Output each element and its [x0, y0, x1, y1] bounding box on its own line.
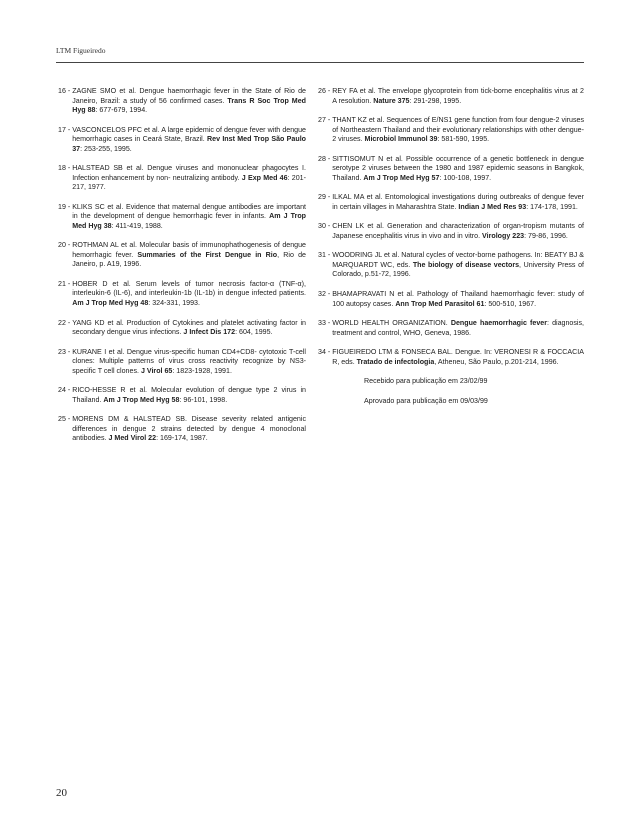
reference-text: HALSTEAD SB et al. Dengue viruses and mononuclear phagocytes I. Infection enhancement by non- neutralizing antibody.	[72, 164, 306, 182]
reference-pages: : 79-86, 1996.	[524, 231, 568, 240]
reference-source: The biology of disease vectors	[412, 260, 520, 269]
reference-text: SITTISOMUT N et al. Possible occurrence of a genetic bottleneck in dengue serotype 2 viruses between the 1980 and 1987 epidemic seasons in Bangkok, Thailand.	[332, 154, 584, 182]
reference-pages: , Rio de Janeiro, p. A19, 1996.	[72, 250, 306, 269]
reference-29	[318, 193, 584, 212]
reference-source: Nature 375	[373, 96, 410, 105]
reference-pages: : 201-217, 1977.	[72, 173, 306, 192]
reference-source: Rev Inst Med Trop São Paulo 37	[72, 135, 306, 153]
reference-pages: : 500-510, 1967.	[484, 299, 537, 308]
reference-source: Ann Trop Med Parasitol 61	[395, 299, 485, 308]
approved-date: Aprovado para publicação em 09/03/99	[364, 396, 488, 405]
reference-source: J Exp Med 46	[241, 173, 288, 182]
reference-pages: : diagnosis, treatment and control, WHO, Geneva, 1986.	[332, 319, 585, 337]
reference-text: RICO-HESSE R et al. Molecular evolution of dengue type 2 virus in Thailand.	[72, 386, 306, 404]
reference-pages: : 253-255, 1995.	[80, 144, 132, 153]
reference-source: Tratado de infectologia	[356, 357, 435, 366]
reference-text: WORLD HEALTH ORGANIZATION.	[332, 319, 451, 328]
reference-source: J Med Virol 22	[108, 434, 157, 443]
reference-text: HOBER D et al. Serum levels of tumor necrosis factor-α (TNF-α), interleukin-6 (IL-6), and interleukin-1b (IL-1b) in dengue infected patients.	[72, 279, 306, 298]
reference-source: Indian J Med Res 93	[458, 202, 527, 211]
reference-number: 23 -	[58, 347, 73, 356]
reference-23	[58, 348, 306, 377]
page-number: 20	[56, 787, 67, 799]
reference-number: 17 -	[58, 125, 73, 134]
reference-text: BHAMAPRAVATI N et al. Pathology of Thailand haemorrhagic fever: study of 100 autopsy cases.	[332, 290, 584, 308]
reference-text: KLIKS SC et al. Evidence that maternal dengue antibodies are important in the development of dengue hemorrhagic fever in infants.	[72, 202, 306, 221]
reference-30	[318, 222, 584, 241]
reference-number: 24 -	[58, 386, 73, 395]
reference-pages: : 324-331, 1993.	[148, 298, 200, 307]
reference-31	[318, 251, 584, 280]
reference-18	[58, 164, 306, 193]
reference-number: 27 -	[318, 116, 333, 125]
reference-28	[318, 155, 584, 184]
reference-source: J Virol 65	[140, 366, 173, 375]
reference-pages: : 677-679, 1994.	[95, 106, 148, 114]
reference-number: 28 -	[318, 154, 333, 163]
reference-text: FIGUEIREDO LTM & FONSECA BAL. Dengue. In: VERONESI R & FOCCACIA R, eds.	[332, 348, 584, 366]
reference-number: 19 -	[58, 202, 73, 211]
reference-25	[58, 415, 306, 444]
reference-number: 34 -	[318, 348, 333, 357]
reference-text: ROTHMAN AL et al. Molecular basis of immunophathogenesis of dengue hemorrhagic fever.	[72, 241, 306, 259]
reference-source: Am J Trop Med Hyg 48	[72, 298, 149, 307]
reference-pages: : 581-590, 1995.	[437, 135, 490, 144]
reference-number: 26 -	[318, 87, 333, 95]
reference-number: 25 -	[58, 415, 73, 424]
reference-number: 31 -	[318, 251, 333, 260]
reference-source: Trans R Soc Trop Med Hyg 88	[72, 96, 306, 114]
reference-source: Am J Trop Med Hyg 58	[103, 395, 180, 404]
references-right-column	[318, 87, 584, 416]
reference-16	[58, 87, 306, 116]
reference-pages: : 1823-1928, 1991.	[172, 366, 232, 375]
reference-text: WOODRING JL et al. Natural cycles of vector-borne pathogens. In: BEATY BJ & MARQUARDT WC, eds.	[332, 251, 584, 269]
reference-pages: : 291-298, 1995.	[409, 96, 462, 105]
reference-text: VASCONCELOS PFC et al. A large epidemic of dengue fever with dengue hemorrhagic cases in Ceará State, Brazil.	[72, 125, 306, 144]
reference-26	[318, 87, 584, 106]
reference-pages: : 174-178, 1991.	[526, 202, 578, 211]
reference-pages: : 100-108, 1997.	[439, 173, 492, 182]
reference-22	[58, 319, 306, 338]
reference-text: ILKAL MA et al. Entomological investigations during outbreaks of dengue fever in certain villages in Maharashtra State.	[332, 193, 584, 211]
running-header: LTM Figueiredo	[56, 46, 106, 55]
reference-24	[58, 386, 306, 405]
reference-text: ZAGNE SMO et al. Dengue haemorrhagic fever in the State of Rio de Janeiro, Brazil: a study of 56 confirmed cases.	[72, 87, 306, 105]
reference-source: Virology 223	[482, 231, 525, 240]
reference-34	[318, 348, 584, 367]
reference-number: 16 -	[58, 87, 73, 95]
reference-pages: : 169-174, 1987.	[156, 434, 208, 443]
reference-number: 18 -	[58, 164, 73, 173]
reference-number: 21 -	[58, 279, 73, 288]
reference-text: KURANE I et al. Dengue virus-specific human CD4+CD8- cytotoxic T-cell clones: Multiple patterns of virus cross reactivity recognize by NS3-specific T cell clones.	[72, 347, 306, 375]
reference-text: YANG KD et al. Production of Cytokines and platelet activating factor in secondary dengue virus infections.	[72, 318, 306, 337]
reference-pages: : 96-101, 1998.	[179, 395, 228, 404]
reference-source: Summaries of the First Dengue in Rio	[137, 250, 278, 259]
reference-number: 20 -	[58, 241, 73, 250]
reference-number: 32 -	[318, 290, 333, 299]
reference-source: Microbiol Immunol 39	[364, 135, 438, 144]
reference-number: 30 -	[318, 222, 333, 231]
reference-32	[318, 290, 584, 309]
reference-text: REY FA et al. The envelope glycoprotein from tick-borne encephalitis virus at 2 A resolution.	[332, 87, 584, 105]
reference-pages: : 604, 1995.	[235, 328, 273, 337]
reference-source: Am J Trop Med Hyg 57	[363, 173, 440, 182]
reference-19	[58, 203, 306, 232]
reference-source: Dengue haemorrhagic fever	[450, 319, 547, 328]
reference-text: THANT KZ et al. Sequences of E/NS1 gene function from four dengue-2 viruses of Northeastern Thailand and their evolutionary relationships with other dengue-2 viruses.	[332, 116, 584, 144]
reference-source: Am J Trop Med Hyg 38	[72, 212, 306, 230]
header-rule	[56, 62, 584, 63]
reference-source: J Infect Dis 172	[183, 328, 236, 337]
reference-27	[318, 116, 584, 145]
reference-number: 33 -	[318, 319, 333, 328]
reference-pages: , University Press of Colorado, p.51-72, 1996.	[332, 260, 585, 279]
reference-number: 22 -	[58, 318, 73, 327]
reference-number: 29 -	[318, 193, 333, 202]
reference-text: MORENS DM & HALSTEAD SB. Disease severity related antigenic differences in dengue 2 strains detected by dengue 4 monoclonal antibodies.	[72, 415, 306, 443]
reference-21	[58, 280, 306, 309]
reference-pages: , Atheneu, São Paulo, p.201-214, 1996.	[434, 357, 559, 366]
reference-17	[58, 126, 306, 155]
reference-33	[318, 319, 584, 338]
submission-dates	[364, 377, 584, 406]
reference-20	[58, 241, 306, 270]
reference-pages: : 411-419, 1988.	[111, 221, 163, 230]
reference-text: CHEN LK et al. Generation and characterization of organ-tropism mutants of Japanese encephalitis virus in vivo and in vitro.	[332, 222, 584, 240]
received-date: Recebido para publicação em 23/02/99	[364, 377, 488, 386]
references-left-column	[58, 87, 306, 454]
